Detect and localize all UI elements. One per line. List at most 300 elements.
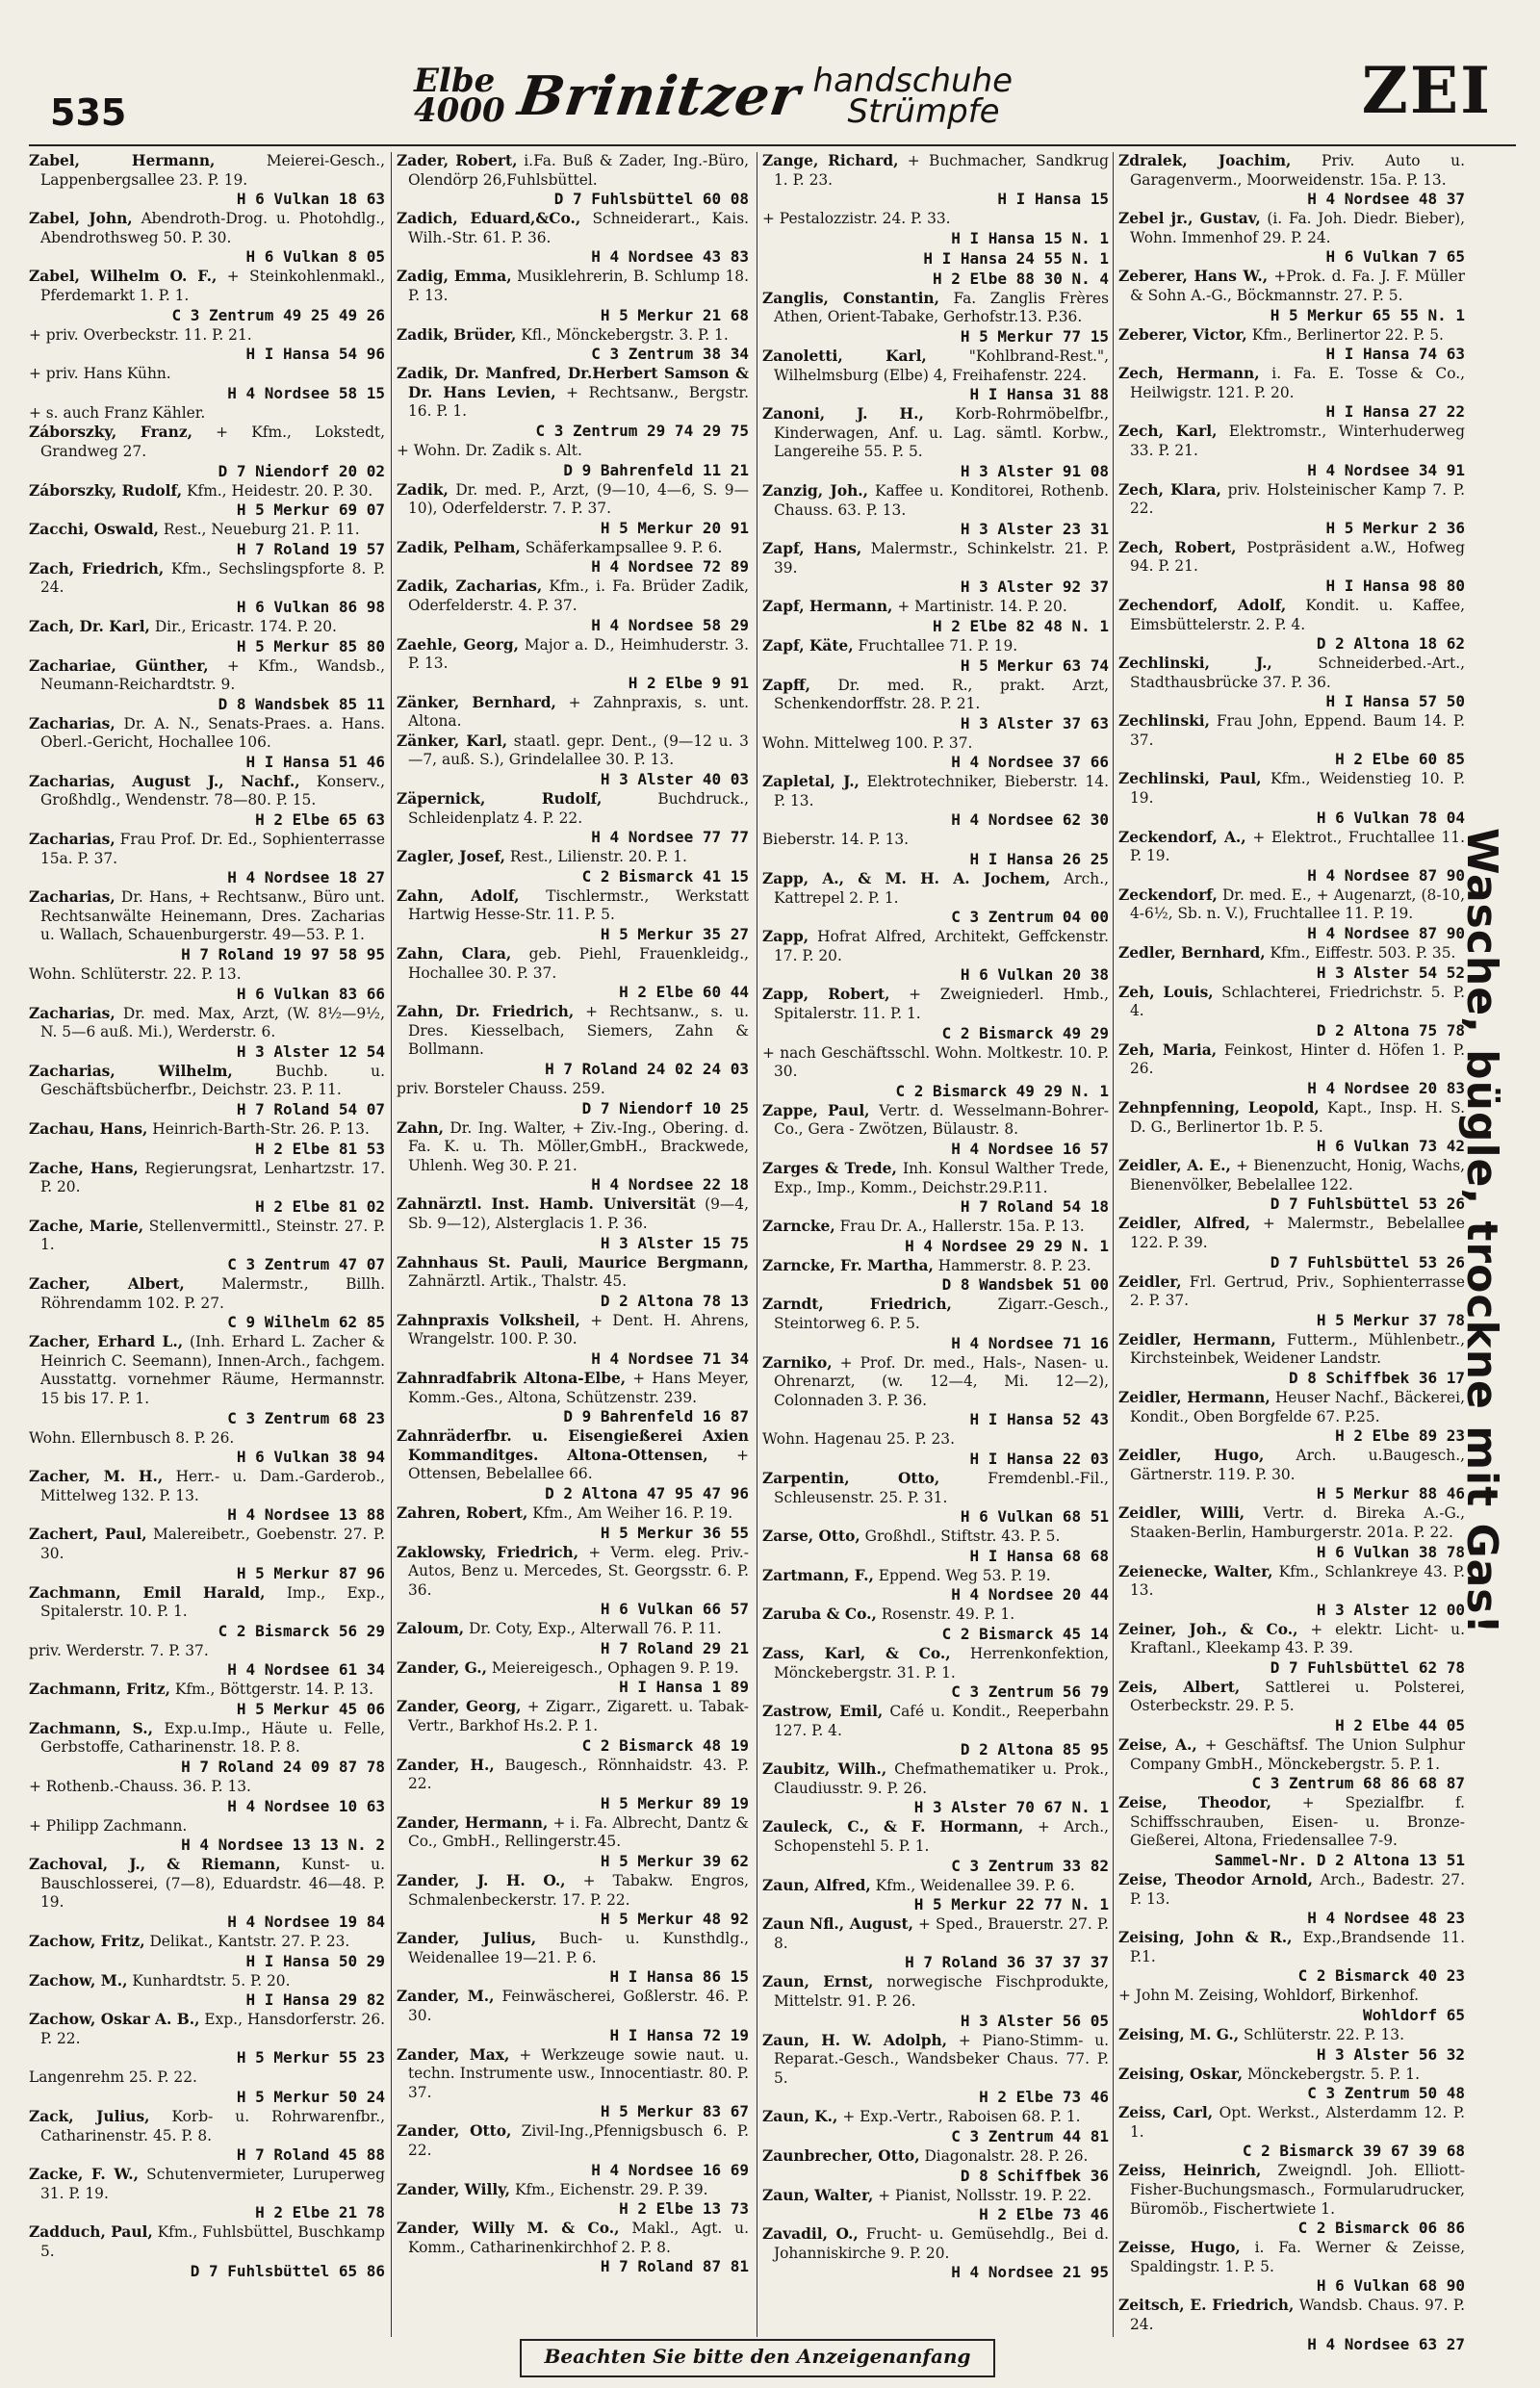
directory-entry (762, 1296, 1109, 1352)
entry-name: Zeise, Theodor, (1118, 1794, 1271, 1812)
entry-name: Zebel jr., Gustav, (1118, 210, 1261, 228)
entry-phone: C 2 Bismarck 56 29 (218, 1621, 385, 1640)
entry-name: Zeising, John & R., (1118, 1929, 1293, 1947)
directory-entry (397, 268, 749, 324)
directory-entry (397, 2122, 749, 2179)
entry-detail: Frau Prof. Dr. Ed., Sophienterrasse 15a. P. 37. (40, 831, 385, 867)
entry-detail: + John M. Zeising, Wohldorf, Birkenhof. (1118, 1987, 1420, 2005)
directory-entry (1118, 2104, 1465, 2161)
entry-detail: + Verm. eleg. Priv.-Autos, Benz u. Mercedes, St. Georgsstr. 6. P. 36. (408, 1543, 749, 1599)
entry-text (29, 1275, 385, 1313)
entry-text (1118, 1794, 1465, 1851)
entry-detail: Malermstr., Schinkelstr. 21. P. 39. (774, 540, 1109, 577)
entry-phone: H 4 Nordsee 22 18 (591, 1175, 749, 1194)
entry-name: Zacharias, (29, 888, 116, 907)
entry-detail: Zweigndl. Joh. Elliott-Fisher-Buchungsmasch., Formularudrucker, Büromöb., Fischertwiete 1. (1130, 2162, 1465, 2218)
directory-entry (397, 1003, 749, 1079)
entry-text (762, 1218, 1109, 1237)
entry-name: Zechlinski, J., (1118, 655, 1272, 673)
directory-entry (762, 2187, 1109, 2225)
entry-phone: H 7 Roland 54 07 (236, 1100, 385, 1118)
entry-text (762, 1354, 1109, 1411)
directory-entry (397, 2181, 749, 2220)
entry-phone: C 3 Zentrum 68 86 68 87 (1251, 1774, 1465, 1793)
entry-name: Zedler, Bernhard, (1118, 944, 1266, 963)
directory-entry (29, 1120, 385, 1159)
entry-detail: Vertr. d. Bireka A.-G., Staaken-Berlin, Hamburgerstr. 201a. P. 22. (1130, 1504, 1465, 1541)
directory-entry (1118, 712, 1465, 769)
directory-entry (1118, 2162, 1465, 2238)
entry-phone: C 2 Bismarck 49 29 N. 1 (895, 1081, 1109, 1100)
entry-name: Zeidler, Hermann, (1118, 1330, 1276, 1348)
directory-entry (762, 1354, 1109, 1430)
entry-phone: D 2 Altona 85 95 (960, 1740, 1109, 1759)
entry-phone: H 4 Nordsee 58 15 (227, 383, 385, 402)
entry-phone: H 7 Roland 45 88 (236, 2145, 385, 2165)
entry-name: Zander, Julius, (397, 1930, 537, 1948)
entry-text (1118, 1563, 1465, 1601)
entry-name: Zachmann, Emil Harald, (29, 1583, 266, 1602)
entry-phone: H 5 Merkur 87 96 (236, 1563, 385, 1582)
entry-phone: D 9 Bahrenfeld 11 21 (563, 460, 749, 479)
entry-phone: H 7 Roland 36 37 37 37 (905, 1953, 1109, 1972)
entry-text (397, 2046, 749, 2103)
directory-entry (762, 1567, 1109, 1605)
entry-detail: Opt. Werkst., Alsterdamm 12. P. 1. (1130, 2104, 1465, 2141)
entry-phone: H 6 Vulkan 8 05 (245, 247, 385, 267)
entry-detail: + priv. Overbeckstr. 11. P. 21. (29, 325, 252, 344)
entry-name: Zache, Marie, (29, 1217, 144, 1235)
entry-phone: C 3 Zentrum 29 74 29 75 (535, 421, 749, 440)
entry-text (762, 2147, 1109, 2167)
entry-detail: Zahnärztl. Artik., Thalstr. 45. (408, 1272, 628, 1291)
entry-name: Zabel, Wilhelm O. F., (29, 268, 218, 286)
entry-detail: + Bienenzucht, Honig, Wachs, Bienenvölker, Bebelallee 122. (1130, 1157, 1465, 1194)
entry-text (1118, 2066, 1465, 2085)
entry-detail: Dr. med. R., prakt. Arzt, Schenkendorffstr. 28. P. 21. (774, 676, 1109, 713)
directory-entry (29, 2223, 385, 2280)
entry-detail: + i. Fa. Albrecht, Dantz & Co., GmbH., Rellingerstr.45. (408, 1813, 749, 1851)
entry-name: Zacharias, August J., Nachf., (29, 772, 300, 790)
entry-name: Zeberer, Victor, (1118, 325, 1247, 344)
entry-phone: H 5 Merkur 88 46 (1316, 1484, 1465, 1503)
entry-detail: Tischlermstr., Werkstatt Hartwig Hesse-Str. 11. P. 5. (408, 886, 749, 924)
entry-detail: + Sped., Brauerstr. 27. P. 8. (774, 1915, 1109, 1952)
entry-name: Zeising, M. G., (1118, 2026, 1240, 2043)
entry-name: Zaun, Alfred, (762, 1876, 871, 1894)
entry-text (762, 290, 1109, 327)
entry-text (762, 1257, 1109, 1276)
entry-text (29, 1642, 385, 1661)
entry-name: Zäpernick, Rudolf, (397, 790, 603, 809)
directory-entry (762, 831, 1109, 869)
entry-text (29, 1429, 385, 1449)
entry-name: Zachmann, S., (29, 1719, 153, 1737)
directory-entry (1118, 152, 1465, 209)
entry-name: Zachariae, Günther, (29, 656, 209, 675)
entry-phone: H I Hansa 68 68 (969, 1546, 1109, 1565)
entry-detail: (i. Fa. Joh. Diedr. Bieber), Wohn. Immenhof 29. P. 24. (1130, 210, 1465, 246)
page-number: 535 (50, 91, 127, 134)
entry-name: Zach, Dr. Karl, (29, 617, 150, 635)
directory-entry (762, 1915, 1109, 1972)
entry-text (397, 1119, 749, 1176)
entry-name: Zauleck, C., & F. Hormann, (762, 1818, 1024, 1836)
entry-text (29, 365, 385, 384)
entry-phone: H 4 Nordsee 13 13 N. 2 (181, 1836, 385, 1855)
entry-text (762, 986, 1109, 1023)
entry-text (1118, 829, 1465, 866)
entry-name: Zache, Hans, (29, 1159, 139, 1177)
entry-name: Zabel, John, (29, 210, 133, 228)
entry-text (1118, 326, 1465, 346)
entry-text (762, 1605, 1109, 1625)
entry-phone: H 3 Alster 23 31 (960, 520, 1109, 539)
entry-text (1118, 1929, 1465, 1966)
entry-text (1118, 423, 1465, 460)
entry-text (762, 637, 1109, 656)
entry-detail: Arch., Badestr. 27. P. 13. (1130, 1871, 1465, 1908)
entry-text (1118, 2239, 1465, 2276)
entry-phone: H 2 Elbe 44 05 (1335, 1716, 1465, 1735)
entry-detail: priv. Werderstr. 7. P. 37. (29, 1641, 209, 1659)
column-divider (1113, 152, 1114, 2337)
entry-name: Zacharias, (29, 1004, 116, 1022)
directory-entry (762, 1973, 1109, 2030)
entry-name: Zarse, Otto, (762, 1528, 860, 1546)
entry-detail: + Werkzeuge sowie naut. u. techn. Instrumente usw., Innocentiastr. 80. P. 37. (408, 2045, 749, 2101)
entry-phone: H 5 Merkur 48 92 (600, 1910, 749, 1929)
entry-phone: D 7 Niendorf 10 25 (581, 1098, 749, 1117)
entry-text (397, 887, 749, 925)
entry-text (397, 1254, 749, 1292)
entry-detail: Langenrehm 25. P. 22. (29, 2068, 197, 2087)
entry-detail: Stellenvermittl., Steinstr. 27. P. 1. (40, 1217, 385, 1254)
directory-entry (762, 1528, 1109, 1566)
entry-phone: D 7 Niendorf 20 02 (218, 461, 385, 480)
entry-name: Zadik, (397, 480, 449, 499)
entry-detail: Diagonalstr. 28. P. 26. (924, 2147, 1089, 2165)
ad-elbe-line1: Elbe (414, 62, 496, 101)
entry-detail: Fa. Zanglis Frères Athen, Orient-Tabake, Gerhofstr.13. P.36. (774, 289, 1109, 326)
entry-phone: H 2 Elbe 88 30 N. 4 (932, 269, 1109, 288)
directory-entry (397, 365, 749, 441)
entry-text (397, 636, 749, 674)
directory-entry (1118, 1504, 1465, 1561)
entry-text (762, 1877, 1109, 1896)
page-header (38, 53, 1511, 144)
entry-detail: Kfm., Am Weiher 16. P. 19. (532, 1503, 733, 1522)
directory-entry (762, 1044, 1109, 1101)
entry-phone: H 6 Vulkan 20 38 (960, 965, 1109, 985)
entry-text (397, 1930, 749, 1967)
entry-phone: C 2 Bismarck 49 29 (941, 1023, 1109, 1042)
directory-entry (397, 1427, 749, 1503)
entry-name: Zarndt, Friedrich, (762, 1296, 952, 1314)
directory-entry (762, 677, 1109, 733)
entry-phone: H 4 Nordsee 16 69 (591, 2160, 749, 2179)
entry-phone: H 4 Nordsee 48 23 (1307, 1909, 1465, 1928)
entry-name: Zadich, Eduard,&Co., (397, 210, 581, 228)
entry-detail: norwegische Fischprodukte, Mittelstr. 91. P. 26. (774, 1973, 1109, 2011)
entry-detail: + elektr. Licht- u. Kraftanl., Kleekamp 43. P. 39. (1130, 1620, 1465, 1657)
directory-entry (762, 1605, 1109, 1644)
entry-name: Zech, Hermann, (1118, 365, 1260, 383)
entry-phone: C 3 Zentrum 68 23 (227, 1408, 385, 1427)
entry-phone: H 3 Alster 91 08 (960, 461, 1109, 480)
directory-entry (762, 2032, 1109, 2108)
directory-entry (397, 326, 749, 365)
entry-name: Zander, G., (397, 1658, 487, 1677)
entry-phone: H I Hansa 57 50 (1325, 692, 1465, 711)
entry-text (762, 1528, 1109, 1547)
entry-detail: + Rechtsanw., s. u. Dres. Kiesselbach, Siemers, Zahn & Bollmann. (408, 1003, 749, 1059)
entry-detail: Meiereigesch., Ophagen 9. P. 19. (491, 1658, 739, 1677)
directory-entry (29, 1468, 385, 1525)
directory-entry (397, 945, 749, 1002)
entry-detail: + Wohn. Dr. Zadik s. Alt. (397, 441, 582, 459)
entry-detail: Café u. Kondit., Reeperbahn 127. P. 4. (774, 1703, 1109, 1739)
directory-entry (397, 210, 749, 267)
directory-entry (1118, 268, 1465, 324)
entry-detail: Dr. Coty, Exp., Alterwall 76. P. 11. (469, 1620, 722, 1638)
entry-phone: C 9 Wilhelm 62 85 (227, 1313, 385, 1332)
entry-text (762, 928, 1109, 965)
entry-name: Zech, Robert, (1118, 538, 1237, 556)
entry-phone: H 7 Roland 29 21 (600, 1638, 749, 1657)
directory-entry (1118, 1041, 1465, 1098)
entry-text (1118, 365, 1465, 402)
directory-entry (29, 1526, 385, 1582)
entry-phone: H 3 Alster 37 63 (960, 713, 1109, 732)
entry-detail: + s. auch Franz Kähler. (29, 403, 206, 422)
entry-phone: H 5 Merkur 2 36 (1325, 518, 1465, 537)
directory-entry (29, 521, 385, 559)
entry-phone: H 6 Vulkan 18 63 (236, 190, 385, 209)
entry-detail: Buchb. u. Geschäftsbücherfbr., Deichstr. 23. P. 11. (40, 1062, 385, 1099)
entry-text (762, 1760, 1109, 1798)
entry-phone: D 7 Fuhlsbüttel 65 86 (190, 2261, 385, 2280)
entry-phone: D 8 Schiffbek 36 (960, 2166, 1109, 2185)
entry-name: Zaruba & Co., (762, 1605, 877, 1624)
entry-name: Zeberer, Hans W., (1118, 268, 1269, 286)
entry-phone: D 2 Altona 47 95 47 96 (545, 1483, 749, 1502)
entry-phone: H I Hansa 15 (997, 190, 1109, 209)
entry-text (29, 1817, 385, 1836)
entry-text (397, 1988, 749, 2025)
directory-entry (29, 1972, 385, 2011)
directory-entry (762, 405, 1109, 481)
entry-phone: H 4 Nordsee 77 77 (591, 828, 749, 847)
directory-entry (29, 1817, 385, 1856)
entry-name: Zech, Klara, (1118, 480, 1221, 499)
entry-detail: Futterm., Mühlenbetr., Kirchsteinbek, Weidener Landstr. (1130, 1330, 1465, 1368)
entry-name: Zadduch, Paul, (29, 2223, 153, 2242)
entry-phone: H 5 Merkur 36 55 (600, 1523, 749, 1542)
directory-entry (1118, 1929, 1465, 1986)
entry-detail: + Prof. Dr. med., Hals-, Nasen- u. Ohrenarzt, (w. 12—4, Mi. 12—2), Colonnaden 3. P. 36. (774, 1353, 1109, 1409)
entry-phone: H I Hansa 26 25 (969, 850, 1109, 869)
entry-phone: H I Hansa 98 80 (1325, 576, 1465, 595)
directory-entry (762, 2225, 1109, 2282)
directory-entry (762, 249, 1109, 269)
entry-phone: H I Hansa 15 N. 1 (951, 228, 1109, 247)
entry-text (29, 424, 385, 461)
entry-phone: Sammel-Nr. D 2 Altona 13 51 (1214, 1851, 1465, 1870)
entry-phone: H 4 Nordsee 87 90 (1307, 865, 1465, 885)
entry-phone: C 3 Zentrum 33 82 (951, 1856, 1109, 1875)
entry-name: Zagler, Josef, (397, 848, 505, 866)
entry-detail: + Tabakw. Engros, Schmalenbeckerstr. 17. P. 22. (408, 1872, 749, 1909)
entry-phone: H 3 Alster 92 37 (960, 578, 1109, 597)
entry-detail: Hammerstr. 8. P. 23. (937, 1256, 1091, 1274)
entry-text (29, 1333, 385, 1408)
entry-detail: Kfl., Mönckebergstr. 3. P. 1. (521, 325, 729, 344)
entry-text (29, 560, 385, 598)
entry-phone: H 4 Nordsee 71 16 (951, 1333, 1109, 1352)
entry-detail: Imp., Exp., Spitalerstr. 10. P. 1. (40, 1583, 385, 1621)
entry-text (29, 1160, 385, 1197)
entry-name: Zacher, Albert, (29, 1274, 185, 1293)
entry-name: Zeidler, Alfred, (1118, 1215, 1251, 1233)
entry-detail: + Piano-Stimm- u. Reparat.-Gesch., Wandsbeker Chaus. 77. P. 5. (774, 2031, 1109, 2087)
entry-text (762, 1044, 1109, 1082)
entry-name: Zacharias, (29, 831, 116, 849)
entry-text (762, 870, 1109, 908)
entry-detail: staatl. gepr. Dent., (9—12 u. 3—7, auß. S.), Grindelallee 30. P. 13. (408, 732, 749, 769)
entry-detail: Kfm., Weidenallee 39. P. 6. (875, 1876, 1075, 1894)
entry-text (397, 732, 749, 770)
entry-detail: Schneiderart., Kais. Wilh.-Str. 61. P. 36. (408, 210, 749, 246)
directory-entry (29, 365, 385, 403)
entry-phone: H 4 Nordsee 13 88 (227, 1505, 385, 1525)
entry-detail: Exp.u.Imp., Häute u. Felle, Gerbstoffe, Catharinenstr. 18. P. 8. (40, 1719, 385, 1757)
entry-detail: + Spezialfbr. f. Schiffsschrauben, Eisen- u. Bronze-Gießerei, Altona, Friedensallee 7-9. (1130, 1794, 1465, 1850)
entry-text (397, 1698, 749, 1735)
entry-name: Zeisse, Hugo, (1118, 2239, 1241, 2257)
entry-name: Zander, Hermann, (397, 1813, 549, 1832)
directory-entry (1118, 210, 1465, 267)
entry-text (762, 598, 1109, 617)
entry-name: Zanoni, J. H., (762, 405, 924, 424)
section-code: ZEI (1361, 53, 1492, 128)
entry-detail: Baugesch., Rönnhaidstr. 43. P. 22. (408, 1756, 749, 1793)
entry-name: Zeiner, Joh., & Co., (1118, 1620, 1298, 1638)
entry-detail: Kfm., Eichenstr. 29. P. 39. (514, 2180, 708, 2198)
entry-text (1118, 1273, 1465, 1311)
entry-detail: Exp., Hansdorferstr. 26. P. 22. (40, 2011, 385, 2047)
entry-phone: H 4 Nordsee 48 37 (1307, 190, 1465, 209)
directory-entry (762, 734, 1109, 773)
entry-name: Zadik, Dr. Manfred, Dr.Herbert Samson & Dr. Hans Levien, (397, 365, 749, 401)
entry-detail: + Zweigniederl. Hmb., Spitalerstr. 11. P. 1. (774, 986, 1109, 1023)
entry-phone: H 2 Elbe 65 63 (255, 810, 385, 830)
entry-text (29, 657, 385, 695)
directory-entry (762, 773, 1109, 830)
entry-text (1118, 886, 1465, 924)
entry-text (397, 1872, 749, 1910)
entry-detail: Postpräsident a.W., Hofweg 94. P. 21. (1130, 538, 1465, 576)
entry-name: Zeckendorf, A., (1118, 828, 1246, 846)
ad-slogan-line2: Strümpfe (847, 92, 1000, 131)
entry-text (1118, 1621, 1465, 1658)
entry-phone: H 3 Alster 56 05 (960, 2011, 1109, 2030)
entry-text (397, 578, 749, 615)
directory-entry (762, 2108, 1109, 2146)
entry-phone: H 6 Vulkan 66 57 (600, 1600, 749, 1619)
entry-phone: H I Hansa 50 29 (245, 1951, 385, 1970)
column-divider (391, 152, 392, 2337)
directory-entry (29, 560, 385, 617)
entry-text (1118, 944, 1465, 963)
entry-phone: H 2 Elbe 73 46 (979, 2205, 1109, 2224)
entry-text (1118, 1987, 1465, 2006)
entry-detail: (9—4, Sb. 9—12), Alsterglacis 1. P. 36. (408, 1195, 749, 1232)
entry-detail: (Inh. Erhard L. Zacher & Heinrich C. Seemann), Innen-Arch., fachgem. Ausstattg. vornehmer Räume, Hermannstr. 15 bis 17. P. 1. (40, 1333, 385, 1407)
entry-detail: Feinwäscherei, Goßlerstr. 46. P. 30. (408, 1988, 749, 2024)
header-rule (29, 144, 1516, 146)
directory-entry (1118, 481, 1465, 538)
entry-text (29, 1856, 385, 1913)
directory-entry (762, 986, 1109, 1042)
entry-phone: C 3 Zentrum 50 48 (1307, 2084, 1465, 2103)
entry-phone: D 2 Altona 75 78 (1316, 1020, 1465, 1040)
entry-text (762, 1818, 1109, 1856)
entry-text (762, 1160, 1109, 1197)
entry-phone: H 2 Elbe 9 91 (628, 673, 749, 692)
entry-detail: Hofrat Alfred, Architekt, Geffckenstr. 17. P. 20. (774, 928, 1109, 964)
entry-detail: + Philipp Zachmann. (29, 1816, 188, 1835)
entry-text (397, 326, 749, 346)
directory-entry (29, 404, 385, 424)
directory-entry (29, 618, 385, 656)
entry-detail: Kfm., Böttgerstr. 14. P. 13. (174, 1681, 373, 1699)
entry-phone: H 2 Elbe 13 73 (619, 2199, 749, 2219)
entry-phone: H 7 Roland 24 02 24 03 (545, 1060, 749, 1078)
entry-name: Zachow, Oskar A. B., (29, 2011, 200, 2029)
entry-detail: Bieberstr. 14. P. 13. (762, 831, 910, 849)
entry-text (762, 405, 1109, 462)
directory-entry (1118, 2026, 1465, 2065)
entry-text (762, 482, 1109, 520)
entry-detail: Wandsb. Chaus. 97. P. 24. (1130, 2297, 1465, 2333)
entry-name: Zaun Nfl., August, (762, 1915, 913, 1934)
side-slogan-text: Wasche, bügle, trockne mit Gas! (1457, 828, 1506, 1635)
entry-name: Zanoletti, Karl, (762, 347, 927, 365)
directory-entry (397, 1254, 749, 1311)
entry-text (1118, 2162, 1465, 2219)
entry-name: Zaun, K., (762, 2108, 838, 2126)
directory-entry (762, 1470, 1109, 1527)
entry-phone: H 3 Alster 12 54 (236, 1041, 385, 1061)
entry-detail: + Malermstr., Bebelallee 122. P. 39. (1130, 1215, 1465, 1251)
entry-detail: Sattlerei u. Polsterei, Osterbeckstr. 29. P. 5. (1130, 1678, 1465, 1715)
directory-entry (397, 1698, 749, 1755)
directory-entry (397, 539, 749, 578)
entry-detail: "Kohlbrand-Rest.", Wilhelmsburg (Elbe) 4, Freihafenstr. 224. (774, 347, 1109, 384)
entry-phone: H 4 Nordsee 34 91 (1307, 460, 1465, 479)
entry-text (397, 1312, 749, 1349)
entry-detail: Wohn. Ellernbusch 8. P. 26. (29, 1428, 235, 1447)
directory-entry (1118, 1736, 1465, 1793)
directory-entry (397, 732, 749, 789)
directory-entry (1118, 1987, 1465, 2025)
directory-entry (1118, 365, 1465, 422)
directory-entry (762, 270, 1109, 289)
directory-entry (397, 481, 749, 538)
directory-columns (29, 152, 1502, 2353)
entry-text (397, 1620, 749, 1639)
